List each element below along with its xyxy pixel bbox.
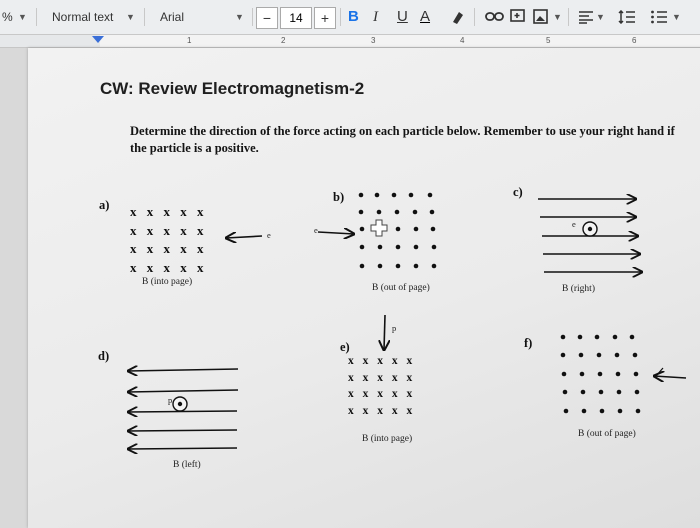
problem-e-caption: B (into page) — [362, 434, 413, 444]
field-row: x x x x x — [130, 222, 207, 238]
font-size-input[interactable]: 14 — [280, 7, 312, 29]
ruler-number: 6 — [632, 36, 637, 45]
chevron-down-icon[interactable]: ▼ — [672, 12, 681, 22]
italic-button[interactable]: I — [373, 9, 378, 25]
problem-f-dot-field — [561, 335, 641, 414]
chevron-down-icon[interactable]: ▼ — [553, 12, 562, 22]
bold-button[interactable]: B — [348, 8, 359, 25]
problem-b-velocity-arrow — [318, 232, 354, 234]
ruler-number: 3 — [371, 36, 376, 45]
problem-b-label: b) — [333, 190, 345, 204]
chevron-down-icon[interactable]: ▼ — [235, 12, 244, 22]
ruler-number: 4 — [460, 36, 465, 45]
ruler-number: 2 — [281, 36, 286, 45]
field-row: x x x x x — [348, 355, 416, 367]
problem-d-caption: B (left) — [173, 460, 201, 470]
field-row: x x x x x — [348, 371, 416, 384]
document-title: CW: Review Electromagnetism-2 — [100, 79, 365, 98]
problem-c-label: c) — [513, 185, 523, 199]
field-row: x x x x x — [130, 204, 207, 219]
problem-f-label: f) — [524, 336, 533, 350]
move-cursor-icon — [371, 220, 387, 236]
problem-d-label: d) — [98, 349, 110, 363]
problem-a-caption: B (into page) — [142, 277, 193, 287]
field-row: x x x x x — [348, 388, 416, 400]
problem-b-particle-label: e — [314, 225, 318, 235]
problem-a-label: a) — [99, 198, 110, 212]
problem-f-caption: B (out of page) — [578, 429, 636, 439]
problem-d-particle-label: p — [168, 395, 173, 405]
ruler-number: 1 — [187, 36, 192, 45]
paragraph-style-dropdown[interactable]: Normal text — [52, 10, 114, 24]
problem-f-velocity-arrow — [654, 376, 686, 378]
instructions-text: Determine the direction of the force acting on each particle below. Remember to use your right hand if the particle is a positive. — [130, 124, 675, 155]
problem-c-particle-out-of-page — [583, 222, 597, 236]
problem-e-velocity-arrow — [384, 315, 385, 350]
problem-d-particle-out-of-page — [173, 397, 187, 411]
text-color-button[interactable]: A — [420, 8, 431, 25]
problem-e-label: e) — [340, 340, 350, 354]
problem-e-particle-label: p — [392, 323, 397, 333]
problem-b-dot-field — [359, 193, 437, 269]
font-family-dropdown[interactable]: Arial — [160, 10, 185, 24]
chevron-down-icon[interactable]: ▼ — [596, 12, 605, 22]
problem-c-particle-label: e — [572, 219, 576, 229]
field-row: x x x x x — [348, 404, 416, 417]
problem-b-caption: B (out of page) — [372, 283, 430, 293]
decrease-font-size-button[interactable]: − — [256, 7, 278, 29]
problem-a-velocity-arrow — [226, 236, 262, 238]
increase-font-size-button[interactable]: + — [314, 7, 336, 29]
problem-c-caption: B (right) — [562, 284, 595, 294]
chevron-down-icon[interactable]: ▼ — [18, 12, 27, 22]
chevron-down-icon[interactable]: ▼ — [126, 12, 135, 22]
field-row: x x x x x — [130, 241, 207, 256]
field-row: x x x x x — [130, 259, 207, 275]
problem-a-particle-label: e — [267, 230, 271, 240]
problem-f-particle-mark — [656, 368, 663, 376]
underline-button[interactable]: U — [397, 8, 408, 25]
zoom-label[interactable]: % — [2, 10, 13, 24]
ruler-number: 5 — [546, 36, 551, 45]
